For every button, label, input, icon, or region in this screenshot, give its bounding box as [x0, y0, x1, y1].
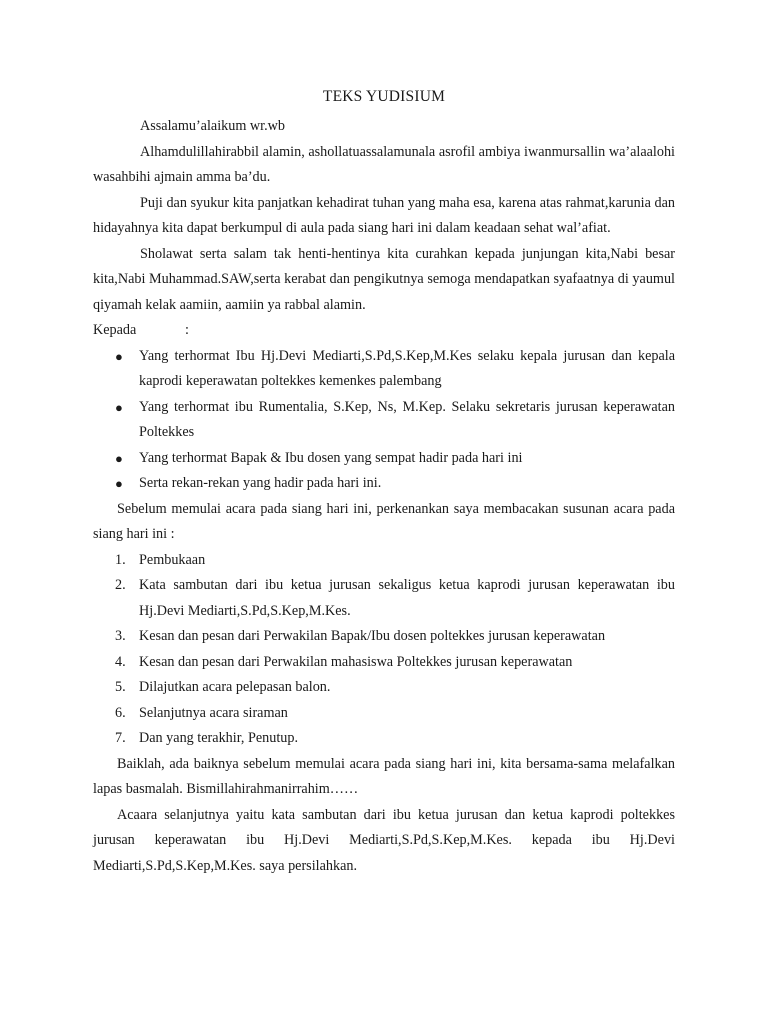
greeting: Assalamu’alaikum wr.wb — [140, 118, 285, 134]
addressee-colon: : — [185, 322, 189, 338]
agenda-number: 1. — [115, 551, 126, 568]
agenda-text: Kesan dan pesan dari Perwakilan Bapak/Ibu dosen poltekkes jurusan keperawatan — [139, 628, 606, 644]
agenda-item — [93, 573, 675, 624]
addressee-list — [93, 344, 675, 497]
bullet-icon: ● — [115, 450, 123, 466]
agenda-item — [93, 701, 675, 727]
agenda-number: 2. — [115, 577, 126, 593]
agenda-number: 7. — [115, 730, 126, 746]
agenda-item — [93, 650, 675, 676]
agenda-text: Selanjutnya acara siraman — [139, 704, 288, 721]
bullet-icon: ● — [115, 476, 123, 491]
bullet-icon: ● — [115, 348, 123, 364]
addressee-label: Kepada — [93, 322, 137, 338]
bullet-icon: ● — [115, 399, 123, 415]
list-item-text: Yang terhormat ibu Rumentalia, S.Kep, Ns, M.Kep. Selaku sekretaris jurusan keperawatan Poltekkes — [139, 398, 675, 440]
agenda-text: Dan yang terakhir, Penutup. — [139, 730, 298, 746]
agenda-text: Dilajutkan acara pelepasan balon. — [139, 679, 331, 695]
agenda-item — [93, 675, 675, 701]
list-item-text: Yang terhormat Bapak & Ibu dosen yang sempat hadir pada hari ini — [139, 449, 523, 466]
agenda-text: Pembukaan — [139, 551, 206, 568]
agenda-text: Kesan dan pesan dari Perwakilan mahasiswa Poltekkes jurusan keperawatan — [139, 653, 573, 670]
agenda-list — [93, 548, 675, 752]
paragraph-gratitude: Puji dan syukur kita panjatkan kehadirat tuhan yang maha esa, karena atas rahmat,karunia dan hidayahnya kita dapat berkumpul di aula pada siang hari ini dalam keadaan sehat wal’afiat. — [93, 194, 675, 236]
list-item-text: Yang terhormat Ibu Hj.Devi Mediarti,S.Pd,S.Kep,M.Kes selaku kepala jurusan dan kepala kaprodi keperawatan poltekkes kemenkes palembang — [139, 347, 675, 389]
agenda-number: 6. — [115, 704, 126, 721]
paragraph-basmalah: Baiklah, ada baiknya sebelum memulai acara pada siang hari ini, kita bersama-sama melafalkan lapas basmalah. Bismillahirahmanirrahim…… — [93, 755, 675, 797]
agenda-text: Kata sambutan dari ibu ketua jurusan sekaligus ketua kaprodi jurusan keperawatan ibu Hj.Devi Mediarti,S.Pd,S.Kep,M.Kes. — [139, 577, 675, 619]
paragraph-sholawat: Sholawat serta salam tak henti-hentinya kita curahkan kepada junjungan kita,Nabi besar kita,Nabi Muhammad.SAW,serta kerabat dan pengikutnya semoga mendapatkan syafaatnya di yaumul qiyamah kelak aamiin, aamiin ya rabbal alamin. — [93, 245, 675, 313]
document-body — [93, 114, 675, 879]
paragraph-agenda-intro: Sebelum memulai acara pada siang hari ini, perkenankan saya membacakan susunan acara pada siang hari ini : — [93, 500, 675, 542]
agenda-item — [93, 548, 675, 574]
agenda-number: 3. — [115, 628, 126, 644]
list-item — [93, 344, 675, 395]
paragraph-opening: Alhamdulillahirabbil alamin, ashollatuassalamunala asrofil ambiya iwanmursallin wa’alaalohi wasahbihi ajmain amma ba’du. — [93, 143, 675, 185]
paragraph-next-event: Acaara selanjutnya yaitu kata sambutan dari ibu ketua jurusan dan ketua kaprodi poltekkes jurusan keperawatan ibu Hj.Devi Mediarti,S.Pd,S.Kep,M.Kes. kepada ibu Hj.Devi Mediarti,S.Pd,S.Kep,M.Kes. saya persilahkan. — [93, 806, 675, 874]
agenda-number: 5. — [115, 679, 126, 695]
list-item — [93, 471, 675, 497]
agenda-number: 4. — [115, 653, 126, 670]
agenda-item — [93, 726, 675, 752]
list-item — [93, 395, 675, 446]
addressee-line — [93, 318, 675, 344]
list-item-text: Serta rekan-rekan yang hadir pada hari ini. — [139, 475, 382, 491]
list-item — [93, 446, 675, 472]
document-title: TEKS YUDISIUM — [322, 88, 446, 105]
agenda-item — [93, 624, 675, 650]
